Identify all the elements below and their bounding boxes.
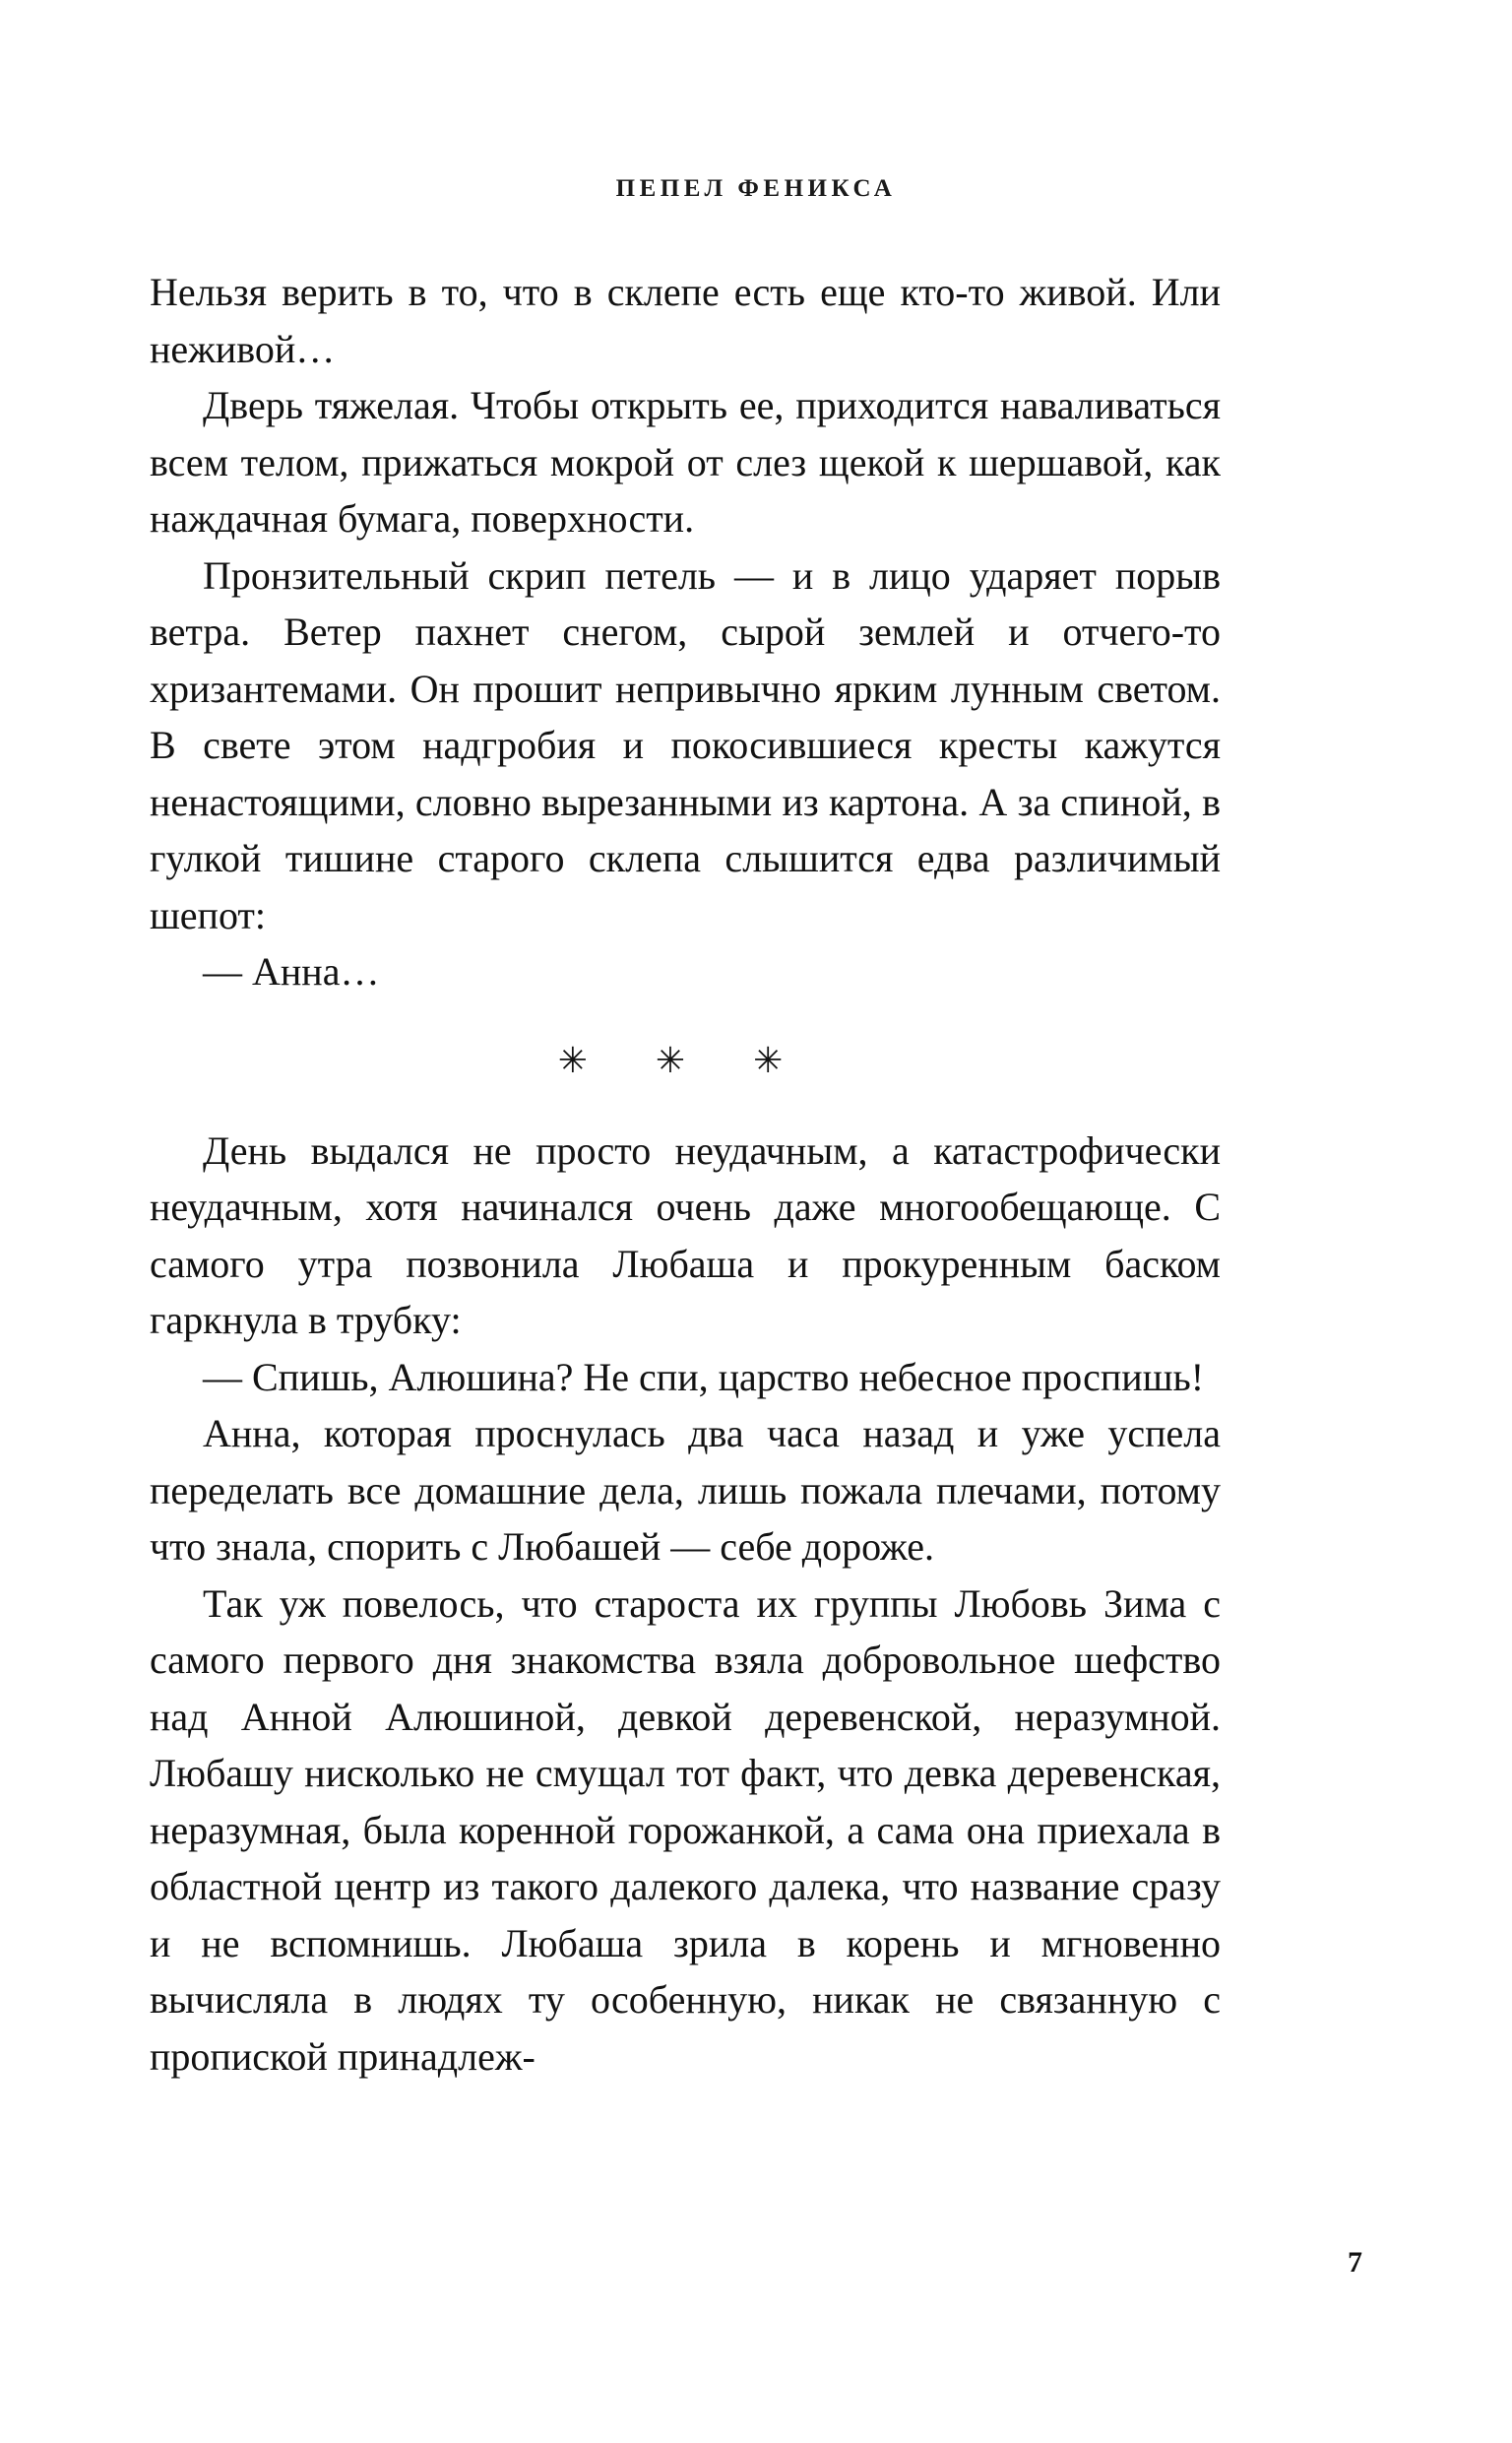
paragraph-7: Анна, которая проснулась два часа назад и уже успела переделать все домашние дела, лишь пожала плечами, потому что знала, спорить с Любашей — себе дороже. <box>150 1411 1221 1569</box>
running-head: ПЕПЕЛ ФЕНИКСА <box>615 175 897 202</box>
paragraph-1: Нельзя верить в то, что в склепе есть еще кто-то живой. Или неживой… <box>150 270 1221 371</box>
paragraph-6-dialogue: — Спишь, Алюшина? Не спи, царство небесное проспишь! <box>203 1354 1205 1399</box>
paragraph-5: День выдался не просто неудачным, а катастрофически неудачным, хотя начинался очень даже многообещающе. С самого утра позвонила Любаша и прокуренным баском гаркнула в трубку: <box>150 1127 1221 1342</box>
scene-divider: ✳ ✳ ✳ <box>557 1040 813 1080</box>
paragraph-4-dialogue: — Анна… <box>203 949 380 994</box>
page-number: 7 <box>1348 2246 1362 2279</box>
paragraph-8: Так уж повелось, что староста их группы Любовь Зима с самого первого дня знакомства взяла добровольное шефство над Анной Алюшиной, девкой деревенской, неразумной. Любашу нисколько не смущал тот факт, что девка деревенская, неразумная, была коренной горожанкой, а сама она приехала в областной центр из такого далекого далека, что название сразу и не вспомнишь. Любаша зрила в корень и мгновенно вычисляла в людях ту особенную, никак не связанную с пропиской принадлеж- <box>150 1580 1221 2079</box>
body-text-block <box>150 264 1221 2085</box>
paragraph-2: Дверь тяжелая. Чтобы открыть ее, приходится наваливаться всем телом, прижаться мокрой от слез щекой к шершавой, как наждачная бумага, поверхности. <box>150 383 1221 541</box>
paragraph-3: Пронзительный скрип петель — и в лицо ударяет порыв ветра. Ветер пахнет снегом, сырой землей и отчего-то хризантемами. Он прошит непривычно ярким лунным светом. В свете этом надгробия и покосившиеся кресты кажутся ненастоящими, словно вырезанными из картона. А за спиной, в гулкой тишине старого склепа слышится едва различимый шепот: <box>150 552 1221 937</box>
